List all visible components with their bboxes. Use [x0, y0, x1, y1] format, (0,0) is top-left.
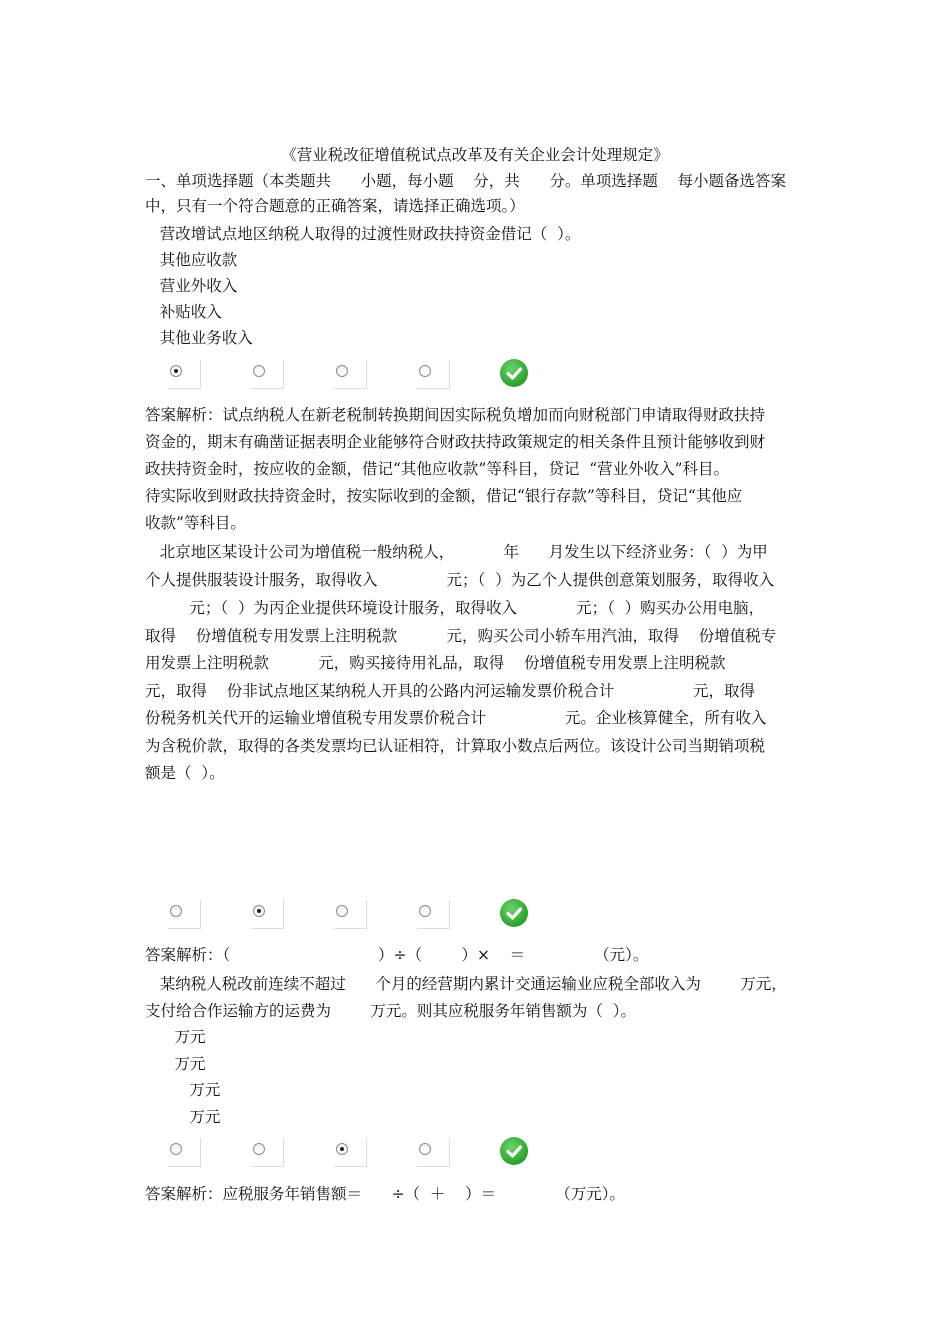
- q3-option-b: 万元: [145, 1055, 206, 1073]
- q2-stem-line-8: 为含税价款，取得的各类发票均已认证相符，计算取小数点后两位。该设计公司当期销项税: [145, 737, 766, 755]
- q1-analysis-line-1: 答案解析：试点纳税人在新老税制转换期间因实际税负增加而向财税部门申请取得财政扶持: [145, 406, 766, 424]
- q1-analysis-line-2: 资金的，期末有确凿证据表明企业能够符合财政扶持政策规定的相关条件且预计能够收到财: [145, 433, 766, 451]
- radio-button-icon: [253, 365, 265, 377]
- q3-analysis: 答案解析：应税服务年销售额＝ ÷（ ＋ ）＝ （万元）。: [145, 1185, 625, 1203]
- q2-answer-row: [168, 900, 548, 930]
- q2-stem-line-5: 用发票上注明税款 元，购买接待用礼品，取得 份增值税专用发票上注明税款: [145, 654, 726, 672]
- radio-button-icon: [419, 365, 431, 377]
- checkmark-icon: [500, 899, 528, 927]
- document-title: 《营业税改征增值税试点改革及有关企业会计处理规定》: [281, 146, 669, 164]
- q2-stem-line-1: 北京地区某设计公司为增值税一般纳税人， 年 月发生以下经济业务：（ ）为甲: [145, 543, 768, 561]
- radio-button-icon: [170, 365, 182, 377]
- q2-stem-line-9: 额是（ ）。: [145, 764, 225, 782]
- q3-stem-line-1: 某纳税人税改前连续不超过 个月的经营期内累计交通运输业应税全部收入为 万元，: [145, 975, 787, 993]
- q2-analysis: 答案解析：（ ）÷（ ）× ＝ （元）。: [145, 946, 649, 964]
- q1-option-d: 其他业务收入: [145, 329, 253, 347]
- q2-radio-c[interactable]: [334, 900, 367, 929]
- q1-radio-d[interactable]: [417, 360, 450, 389]
- q3-radio-c[interactable]: [334, 1138, 367, 1167]
- q1-analysis-line-3: 政扶持资金时，按应收的金额，借记“其他应收款”等科目，贷记 “营业外收入”科目。: [145, 460, 730, 478]
- q1-radio-b[interactable]: [251, 360, 284, 389]
- q1-answer-row: [168, 360, 548, 390]
- q2-stem-line-3: 元；（ ）为丙企业提供环境设计服务，取得收入 元；（ ）购买办公用电脑，: [145, 599, 765, 617]
- radio-button-icon: [419, 905, 431, 917]
- q3-answer-row: [168, 1138, 548, 1168]
- q1-stem: 营改增试点地区纳税人取得的过渡性财政扶持资金借记（ ）。: [145, 225, 581, 243]
- q3-stem-line-2: 支付给合作运输方的运费为 万元。则其应税服务年销售额为（ ）。: [145, 1002, 637, 1020]
- q1-option-b: 营业外收入: [145, 277, 238, 295]
- q1-option-a: 其他应收款: [145, 251, 238, 269]
- q1-analysis-line-5: 收款”等科目。: [145, 514, 246, 532]
- q1-option-c: 补贴收入: [145, 303, 222, 321]
- radio-button-icon: [253, 1143, 265, 1155]
- q2-radio-b[interactable]: [251, 900, 284, 929]
- q2-radio-a[interactable]: [168, 900, 201, 929]
- section-heading-line-2: 中，只有一个符合题意的正确答案，请选择正确选项。）: [145, 197, 525, 215]
- radio-button-icon: [336, 365, 348, 377]
- q3-radio-a[interactable]: [168, 1138, 201, 1167]
- q2-stem-line-6: 元，取得 份非试点地区某纳税人开具的公路内河运输发票价税合计 元，取得: [145, 682, 756, 700]
- q2-stem-line-7: 份税务机关代开的运输业增值税专用发票价税合计 元。企业核算健全，所有收入: [145, 709, 767, 727]
- q2-stem-line-4: 取得 份增值税专用发票上注明税款 元，购买公司小轿车用汽油，取得 份增值税专: [145, 627, 777, 645]
- radio-button-icon: [419, 1143, 431, 1155]
- radio-button-icon: [170, 905, 182, 917]
- q1-analysis-line-4: 待实际收到财政扶持资金时，按实际收到的金额，借记“银行存款”等科目，贷记“其他应: [145, 487, 743, 505]
- radio-button-icon: [170, 1143, 182, 1155]
- section-heading-line-1: 一、单项选择题（本类题共 小题，每小题 分，共 分。单项选择题 每小题备选答案: [145, 172, 787, 190]
- q3-option-a: 万元: [145, 1028, 206, 1046]
- radio-button-icon: [336, 905, 348, 917]
- q1-radio-a[interactable]: [168, 360, 201, 389]
- q2-radio-d[interactable]: [417, 900, 450, 929]
- radio-button-icon: [253, 905, 265, 917]
- q3-radio-b[interactable]: [251, 1138, 284, 1167]
- q3-radio-d[interactable]: [417, 1138, 450, 1167]
- q3-option-d: 万元: [145, 1108, 221, 1126]
- q1-radio-c[interactable]: [334, 360, 367, 389]
- q2-stem-line-2: 个人提供服装设计服务，取得收入 元；（ ）为乙个人提供创意策划服务，取得收入: [145, 571, 775, 589]
- q3-option-c: 万元: [145, 1081, 221, 1099]
- checkmark-icon: [500, 359, 528, 387]
- radio-button-icon: [336, 1143, 348, 1155]
- checkmark-icon: [500, 1137, 528, 1165]
